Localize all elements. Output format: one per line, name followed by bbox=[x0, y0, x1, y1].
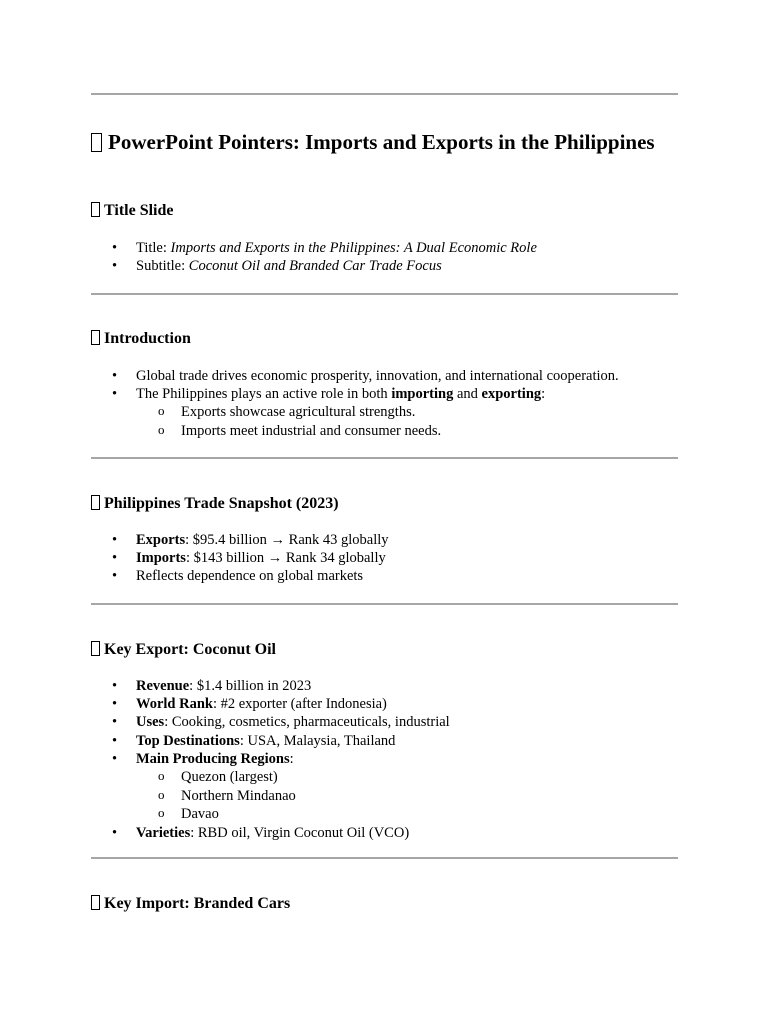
missing-glyph-icon bbox=[91, 330, 100, 345]
document-title: PowerPoint Pointers: Imports and Exports in the Philippines bbox=[91, 129, 678, 156]
section-heading-title-slide: Title Slide bbox=[91, 201, 678, 221]
horizontal-rule bbox=[91, 93, 678, 95]
list-item: • Exports: $95.4 billion → Rank 43 globally bbox=[91, 531, 678, 549]
introduction-list bbox=[91, 367, 678, 441]
list-item: • Subtitle: Coconut Oil and Branded Car Trade Focus bbox=[91, 257, 678, 275]
section-heading-branded-cars: Key Import: Branded Cars bbox=[91, 894, 678, 914]
section-heading-trade-snapshot: Philippines Trade Snapshot (2023) bbox=[91, 494, 678, 514]
title-slide-list bbox=[91, 239, 678, 275]
list-item: • Global trade drives economic prosperity, innovation, and international cooperation. bbox=[91, 367, 678, 385]
section-heading-introduction: Introduction bbox=[91, 329, 678, 349]
list-item: • The Philippines plays an active role in both importing and exporting: bbox=[91, 385, 678, 403]
missing-glyph-icon bbox=[91, 495, 100, 510]
list-item: • Uses: Cooking, cosmetics, pharmaceuticals, industrial bbox=[91, 713, 678, 731]
list-item: • Main Producing Regions: bbox=[91, 750, 678, 768]
sub-list-item: o Davao bbox=[91, 805, 678, 824]
list-item: • Varieties: RBD oil, Virgin Coconut Oil (VCO) bbox=[91, 824, 678, 842]
sub-list-item: o Exports showcase agricultural strengths. bbox=[91, 403, 678, 422]
coconut-oil-list bbox=[91, 677, 678, 842]
horizontal-rule bbox=[91, 857, 678, 859]
list-item: • Title: Imports and Exports in the Philippines: A Dual Economic Role bbox=[91, 239, 678, 257]
horizontal-rule bbox=[91, 457, 678, 459]
missing-glyph-icon bbox=[91, 202, 100, 217]
list-item: • Imports: $143 billion → Rank 34 globally bbox=[91, 549, 678, 567]
sub-list-item: o Quezon (largest) bbox=[91, 768, 678, 787]
missing-glyph-icon bbox=[91, 895, 100, 910]
snapshot-list bbox=[91, 531, 678, 586]
sub-list-item: o Northern Mindanao bbox=[91, 787, 678, 806]
missing-glyph-icon bbox=[91, 641, 100, 656]
list-item: • Reflects dependence on global markets bbox=[91, 567, 678, 585]
list-item: • Revenue: $1.4 billion in 2023 bbox=[91, 677, 678, 695]
list-item: • World Rank: #2 exporter (after Indonesia) bbox=[91, 695, 678, 713]
section-heading-coconut-oil: Key Export: Coconut Oil bbox=[91, 640, 678, 660]
horizontal-rule bbox=[91, 603, 678, 605]
missing-glyph-icon bbox=[91, 133, 102, 152]
horizontal-rule bbox=[91, 293, 678, 295]
list-item: • Top Destinations: USA, Malaysia, Thailand bbox=[91, 732, 678, 750]
sub-list-item: o Imports meet industrial and consumer needs. bbox=[91, 422, 678, 441]
